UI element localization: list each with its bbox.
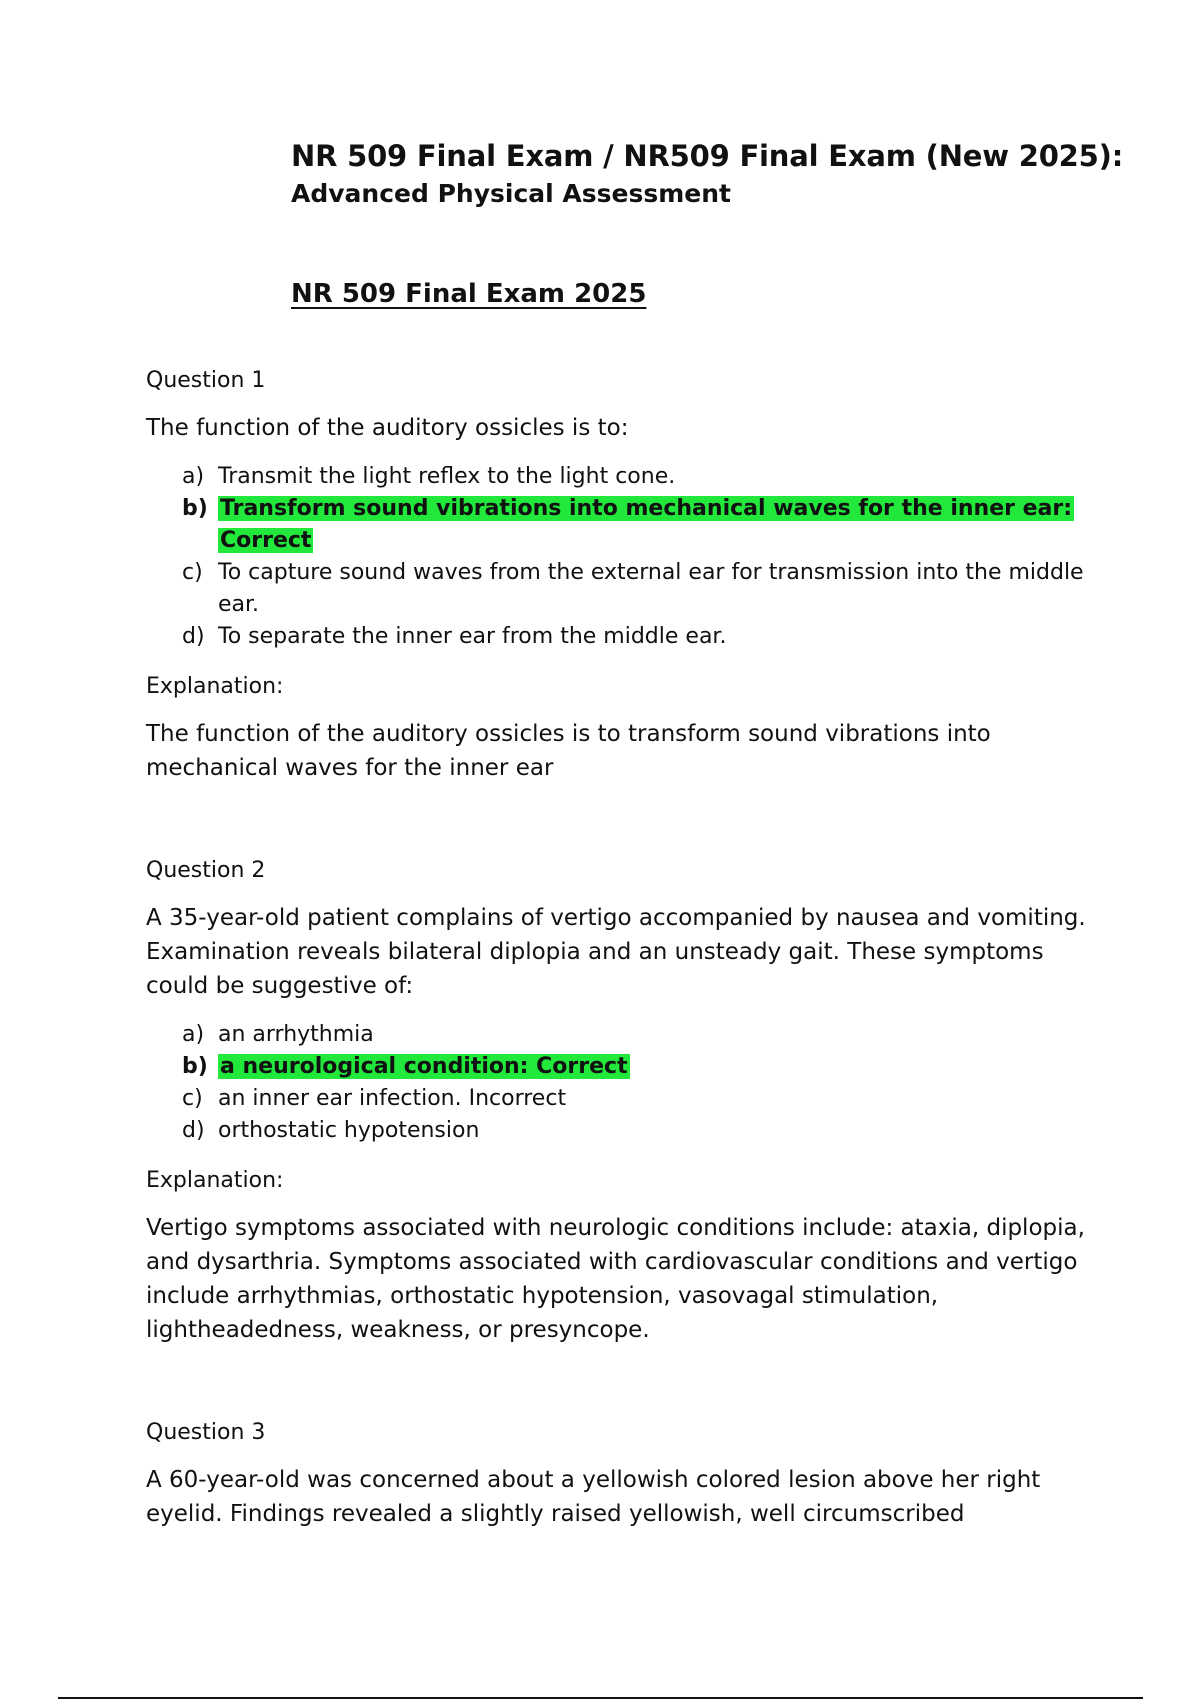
option-c — [182, 1083, 1086, 1115]
answer-options — [146, 1019, 1086, 1147]
question-label: Question 3 — [146, 1420, 266, 1445]
document-subtitle: Advanced Physical Assessment — [291, 179, 731, 208]
document-title: NR 509 Final Exam / NR509 Final Exam (New 2025): — [291, 139, 1124, 173]
answer-options — [146, 461, 1086, 653]
option-letter: b) — [182, 1054, 208, 1079]
option-d — [182, 621, 1086, 653]
option-b-correct — [182, 1051, 1086, 1083]
option-b-correct — [182, 493, 1086, 557]
option-text: an inner ear infection. Incorrect — [218, 1086, 567, 1111]
option-a — [182, 1019, 1086, 1051]
option-letter: d) — [182, 1118, 205, 1143]
option-text: an arrhythmia — [218, 1022, 374, 1047]
option-letter: c) — [182, 1086, 203, 1111]
explanation-label: Explanation: — [146, 1168, 284, 1193]
explanation-label: Explanation: — [146, 674, 284, 699]
question-3 — [146, 1417, 1086, 1531]
explanation-text: Vertigo symptoms associated with neurologic conditions include: ataxia, diplopia, and dysarthria. Symptoms associated with cardiovascular conditions and vertigo include arrhythmias, orthostatic hypotension, vasovagal stimulation, lightheadedness, weakness, or presyncope. — [146, 1215, 1085, 1343]
question-text: The function of the auditory ossicles is to: — [146, 415, 629, 441]
highlighted-correct-answer: a neurological condition: Correct — [220, 1054, 628, 1079]
section-spacer — [146, 1347, 1086, 1417]
section-spacer — [146, 785, 1086, 855]
question-1 — [146, 365, 1086, 785]
explanation-text: The function of the auditory ossicles is to transform sound vibrations into mechanical waves for the inner ear — [146, 721, 991, 781]
option-text: orthostatic hypotension — [218, 1118, 480, 1143]
option-letter: c) — [182, 560, 203, 585]
question-label: Question 2 — [146, 858, 266, 883]
document-header — [291, 138, 1151, 210]
option-letter: b) — [182, 496, 208, 521]
option-letter: a) — [182, 464, 205, 489]
option-letter: a) — [182, 1022, 205, 1047]
question-text: A 60-year-old was concerned about a yellowish colored lesion above her right eyelid. Findings revealed a slightly raised yellowish, well circumscribed — [146, 1467, 1041, 1527]
option-text: Transmit the light reflex to the light cone. — [218, 464, 676, 489]
question-label: Question 1 — [146, 368, 266, 393]
question-text: A 35-year-old patient complains of vertigo accompanied by nausea and vomiting. Examination reveals bilateral diplopia and an unsteady gait. These symptoms could be suggestive of: — [146, 905, 1086, 999]
option-text: To capture sound waves from the external ear for transmission into the middle ear. — [218, 560, 1084, 617]
question-2 — [146, 855, 1086, 1347]
document-body — [146, 365, 1086, 1531]
option-text: To separate the inner ear from the middle ear. — [218, 624, 727, 649]
option-c — [182, 557, 1086, 621]
option-a — [182, 461, 1086, 493]
page-bottom-rule — [58, 1697, 1143, 1699]
highlighted-correct-answer: Transform sound vibrations into mechanical waves for the inner ear: Correct — [220, 496, 1073, 553]
option-letter: d) — [182, 624, 205, 649]
exam-heading: NR 509 Final Exam 2025 — [291, 279, 647, 309]
option-d — [182, 1115, 1086, 1147]
